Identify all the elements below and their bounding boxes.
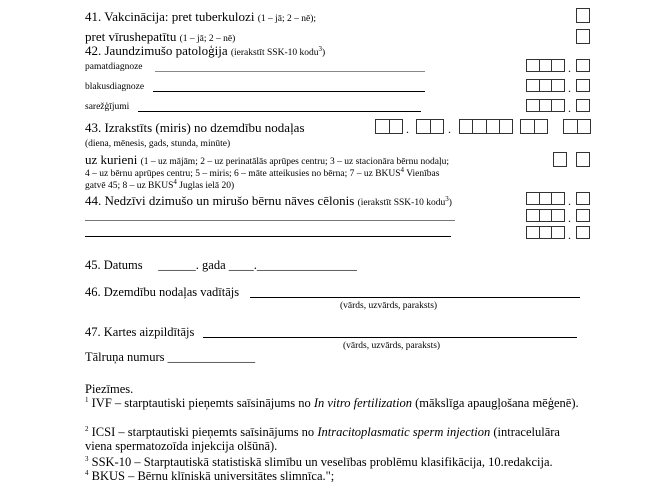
cause-code-box-1[interactable] — [526, 192, 565, 205]
q41-label: 41. Vakcinācija: pret tuberkulozi (1 – jā; 2 – nē); — [85, 9, 316, 24]
note-4: $^4$ BKUS – Bērnu klīniskā universitātes slimnīca."; — [85, 468, 335, 483]
complications-line[interactable] — [138, 111, 421, 112]
cause-line-1[interactable] — [85, 220, 455, 221]
q47-sign-line[interactable] — [203, 337, 577, 338]
cause-line-2[interactable] — [85, 236, 451, 237]
secondary-diagnosis-line[interactable] — [153, 91, 425, 92]
secondary-diagnosis-label: blakusdiagnoze — [85, 82, 145, 92]
q46-label: 46. Dzemdību nodaļas vadītājs — [85, 285, 240, 299]
code-box-complications[interactable] — [526, 99, 565, 112]
main-diagnosis-line[interactable] — [155, 71, 425, 72]
q42-label: 42. Jaundzimušo patoloģija (ierakstīt SSK-10 kodu$^3$) — [85, 43, 326, 58]
q43-dest-hint3: gatvē 45; 8 – uz BKUS$^4$ Juglas ielā 20) — [85, 177, 235, 191]
hour-box[interactable] — [520, 119, 548, 134]
q44-label: 44. Nedzīvi dzimušo un mirušo bērnu nāves cēlonis (ierakstīt SSK-10 kodu$^3$) — [85, 193, 452, 208]
q45-date[interactable]: 45. Datums ______. gada ____.________________ — [85, 258, 357, 272]
note-2: $^2$ ICSI – starptautiski pieņemts saīsinājums no Intracitoplasmatic sperm injection (intracelulāra viena spermatozoīda injekcija olšūnā). — [85, 424, 560, 453]
q41-hep-box[interactable] — [576, 29, 590, 44]
dest-box-1[interactable] — [553, 152, 567, 167]
minute-box[interactable] — [563, 119, 591, 134]
q46-sign-hint: (vārds, uzvārds, paraksts) — [340, 301, 438, 311]
cause-subbox-3[interactable] — [576, 226, 590, 239]
dest-box-2[interactable] — [576, 152, 590, 167]
code-subbox-main[interactable] — [576, 59, 590, 72]
q43-dest-label: uz kurieni (1 – uz mājām; 2 – uz perinatālās aprūpes centru; 3 – uz stacionāra bērnu nodaļu; — [85, 152, 449, 167]
q43-label: 43. Izrakstīts (miris) no dzemdību nodaļas — [85, 120, 305, 135]
code-subbox-complications[interactable] — [576, 99, 590, 112]
q43-hint: (diena, mēnesis, gads, stunda, minūte) — [85, 139, 231, 149]
code-box-main[interactable] — [526, 59, 565, 72]
complications-label: sarežģījumi — [85, 102, 130, 112]
cause-subbox-1[interactable] — [576, 192, 590, 205]
cause-code-box-2[interactable] — [526, 209, 565, 222]
code-subbox-secondary[interactable] — [576, 79, 590, 92]
q47-sign-hint: (vārds, uzvārds, paraksts) — [343, 341, 441, 351]
q46-sign-line[interactable] — [250, 297, 580, 298]
day-box[interactable] — [375, 119, 403, 134]
month-box[interactable] — [416, 119, 444, 134]
q47-label: 47. Kartes aizpildītājs — [85, 325, 195, 339]
q41-hep-label: pret vīrushepatītu (1 – jā; 2 – nē) — [85, 29, 236, 44]
note-3: $^3$ SSK-10 – Starptautiskā statistiskā slimību un veselības problēmu klasifikācija, 10.redakcija. — [85, 454, 553, 469]
main-diagnosis-label: pamatdiagnoze — [85, 62, 143, 72]
notes-title: Piezīmes. — [85, 382, 134, 396]
cause-code-box-3[interactable] — [526, 226, 565, 239]
form-page: 41. Vakcinācija: pret tuberkulozi (1 – jā; 2 – nē); pret vīrushepatītu (1 – jā; 2 – nē) 42. Jaundzimušo patoloģija (ierakstīt SSK-10 kodu$^3$) pamatdiagnoze blakusdiagnoze sarežģījumi . . . 43. Izrakstīts (miris) no dzemdību nodaļas (diena, mēnesis, gads, stunda, minūte) . . uz kurieni (1 – uz mājām; 2 – uz perinatālās aprūpes centru; 3 – uz stacionāra bērnu nodaļu; 4 – uz bērnu aprūpes centru; 5 – miris; 6 – māte atteikusies no bērna; 7 – uz BKUS$^4$ Vienības gatvē 45; 8 – uz BKUS$^4$ Juglas ielā 20) 44. Nedzīvi dzimušo un mirušo bērnu nāves cēlonis (ierakstīt SSK-10 kodu$^3$) . . . 45. Datums ______. gada ____.________________ 46. Dzemdību nodaļas vadītājs (vārds, uzvārds, paraksts) 47. Kartes aizpildītājs (vārds, uzvārds, paraksts) Tālruņa numurs ______________ Piezīmes. $^1$ IVF – starptautiski pieņemts saīsinājums no In vitro fertilization (mākslīga apaugļošana mēģenē). $^2$ ICSI – starptautiski pieņemts saīsinājums no Intracitoplasmatic sperm injection (intracelulāra viena spermatozoīda injekcija olšūnā). $^3$ SSK-10 – Starptautiskā statistiskā slimību un veselības problēmu klasifikācija, 10.redakcija. $^4$ BKUS – Bērnu klīniskā universitātes slimnīca."; — [0, 0, 645, 494]
cause-subbox-2[interactable] — [576, 209, 590, 222]
q41-tb-box[interactable] — [576, 8, 590, 23]
note-1: $^1$ IVF – starptautiski pieņemts saīsinājums no In vitro fertilization (mākslīga apaugļošana mēģenē). — [85, 395, 579, 410]
q43-dest-hint2: 4 – uz bērnu aprūpes centru; 5 – miris; 6 – māte atteikusies no bērna; 7 – uz BKUS$^4$ Vienības — [85, 165, 440, 179]
year-box[interactable] — [459, 119, 513, 134]
code-box-secondary[interactable] — [526, 79, 565, 92]
phone-field[interactable]: Tālruņa numurs ______________ — [85, 350, 256, 364]
